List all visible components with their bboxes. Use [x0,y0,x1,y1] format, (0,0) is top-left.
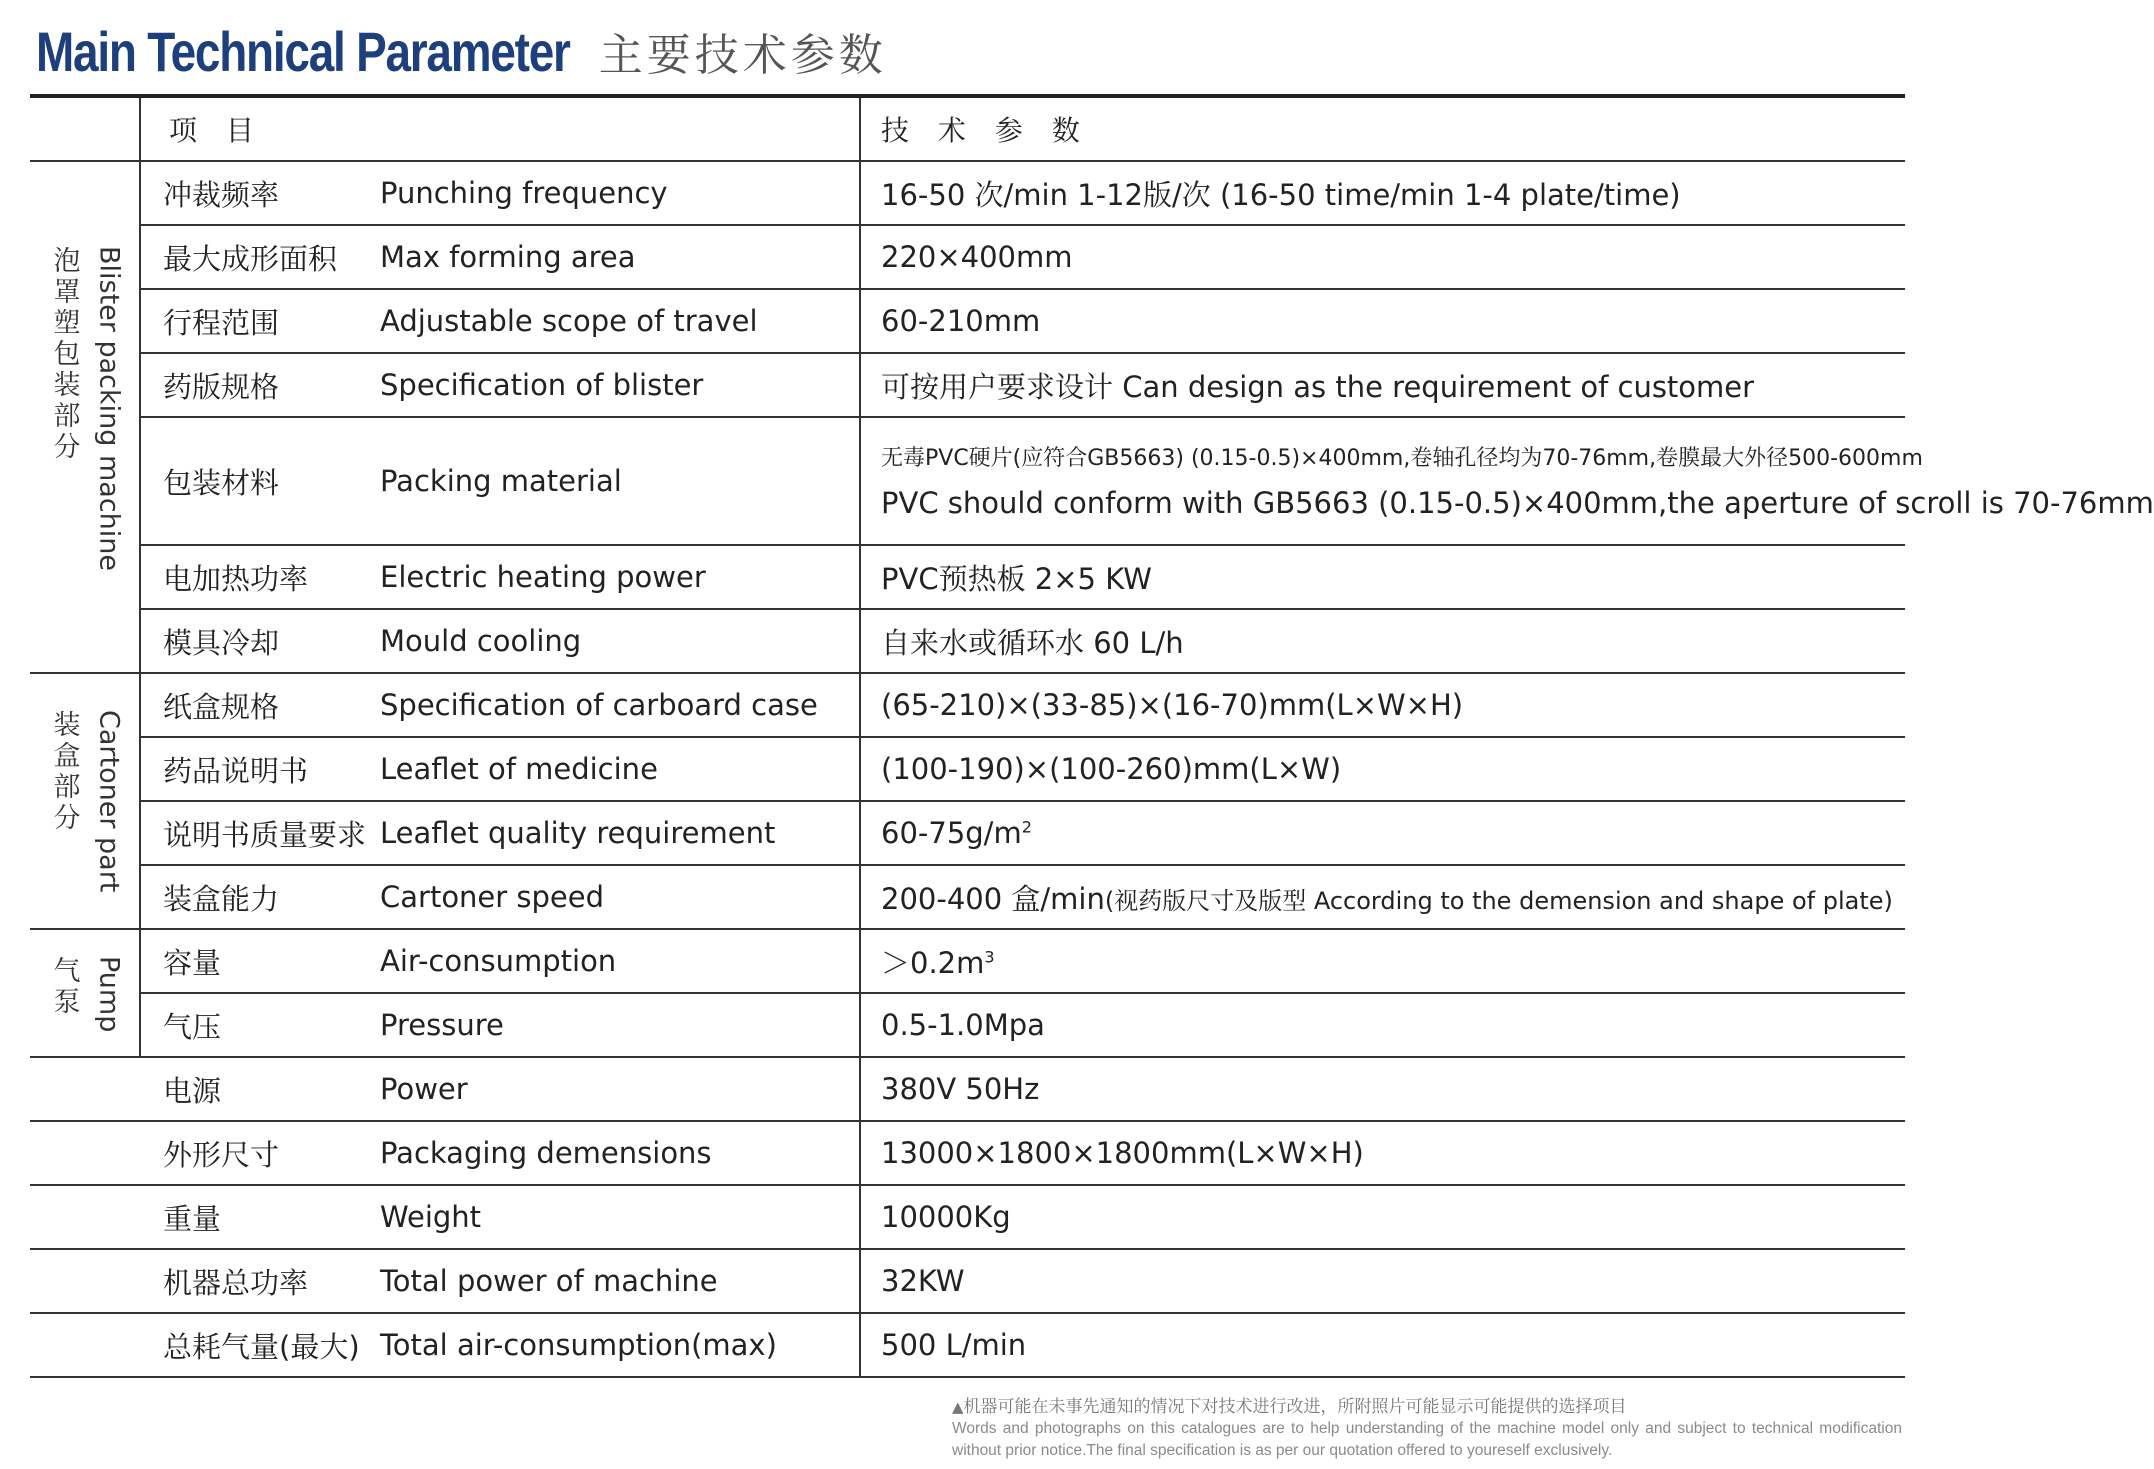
row-value [860,929,1905,993]
section-cartoner-en: Cartoner part [93,710,125,893]
row-label-cn: 模具冷却 [140,609,380,673]
row-value-text: ＞0.2m [881,945,985,980]
table-row [30,1121,1905,1185]
row-label-en: Punching frequency [380,161,860,225]
row-label-cn: 机器总功率 [140,1249,380,1313]
table-row [30,929,1905,993]
row-label-en: Air-consumption [380,929,860,993]
table-row [30,353,1905,417]
table-row [30,673,1905,737]
row-value [860,417,2154,545]
row-value-text: 60-75g/m [881,816,1022,850]
row-label-cn: 外形尺寸 [140,1121,380,1185]
row-value-line-en: PVC should conform with GB5663 (0.15-0.5)×400mm,the aperture of scroll is 70-76mm [881,486,2154,520]
table-row [30,161,1905,225]
row-label-cn: 气压 [140,993,380,1057]
table-row [30,801,1905,865]
row-value: 380V 50Hz [860,1057,1905,1121]
section-blister [30,161,140,673]
row-value: 16-50 次/min 1-12版/次 (16-50 time/min 1-4 plate/time) [860,161,1905,225]
row-value: 0.5-1.0Mpa [860,993,1905,1057]
row-value: 32KW [860,1249,1905,1313]
row-label-en: Cartoner speed [380,865,860,929]
disclaimer-cn: 机器可能在未事先通知的情况下对技术进行改进，所附照片可能显示可能提供的选择项目 [963,1397,1627,1417]
row-value: PVC预热板 2×5 KW [860,545,1905,609]
row-value-text: 200-400 盒/min [881,881,1105,916]
row-value: (100-190)×(100-260)mm(L×W) [860,737,1905,801]
section-pump [30,929,140,1057]
table-row [30,1057,1905,1121]
row-label-cn: 包装材料 [140,417,380,545]
table-header-row [30,98,1905,161]
row-value: 可按用户要求设计 Can design as the requirement of customer [860,353,1905,417]
table-row [30,417,1905,545]
row-label-cn: 行程范围 [140,289,380,353]
superscript: 2 [1021,817,1032,837]
row-label-cn: 电加热功率 [140,545,380,609]
superscript: 3 [984,946,995,966]
section-pump-cn: 气泵 [48,956,80,1018]
row-label-en: Leaflet of medicine [380,737,860,801]
row-label-cn: 说明书质量要求 [140,801,380,865]
row-label-cn: 药品说明书 [140,737,380,801]
page-title [36,8,1886,94]
row-value: 60-210mm [860,289,1905,353]
row-label-cn: 药版规格 [140,353,380,417]
row-label-en: Pressure [380,993,860,1057]
row-label-cn: 容量 [140,929,380,993]
row-label-cn: 总耗气量(最大) [140,1313,380,1377]
table-row [30,993,1905,1057]
row-label-en: Adjustable scope of travel [380,289,860,353]
row-value-line-cn: 无毒PVC硬片(应符合GB5663) (0.15-0.5)×400mm,卷轴孔径均为70-76mm,卷膜最大外径500-600mm [881,446,1923,471]
header-item: 项 目 [140,98,860,161]
triangle-icon: ▲ [952,1398,964,1416]
row-label-cn: 重量 [140,1185,380,1249]
section-empty [30,1057,140,1121]
row-label-en: Mould cooling [380,609,860,673]
table-row [30,1313,1905,1377]
section-cartoner-cn: 装盒部分 [48,710,80,834]
row-label-en: Specification of blister [380,353,860,417]
row-value [860,801,1905,865]
row-label-en: Specification of carboard case [380,673,860,737]
table-row [30,1249,1905,1313]
section-empty [30,1249,140,1313]
parameter-table [30,98,2154,1378]
row-value: 10000Kg [860,1185,1905,1249]
header-params: 技 术 参 数 [860,98,1905,161]
section-cartoner [30,673,140,929]
row-value: 220×400mm [860,225,1905,289]
row-value-note: (视药版尺寸及版型 According to the demension and shape of plate) [1104,886,1893,915]
row-label-cn: 最大成形面积 [140,225,380,289]
table-row [30,609,1905,673]
row-value [860,865,1905,929]
row-label-cn: 装盒能力 [140,865,380,929]
section-empty [30,1313,140,1377]
table-row [30,1185,1905,1249]
table-row [30,225,1905,289]
page-title-en: Main Technical Parameter [36,20,570,83]
row-label-en: Power [380,1057,860,1121]
section-blister-cn: 泡罩塑包装部分 [48,246,80,463]
section-empty [30,1121,140,1185]
disclaimer-en: Words and photographs on this catalogues are to help understanding of the machine model only and subject to technical modification without prior notice.The final specification is as per our quotation offered to youreself exclusively. [952,1420,1902,1459]
disclaimer-cn-line [952,1396,1902,1418]
row-label-cn: 冲裁频率 [140,161,380,225]
row-label-en: Packing material [380,417,860,545]
row-label-cn: 纸盒规格 [140,673,380,737]
row-value: 500 L/min [860,1313,1905,1377]
row-value: 自来水或循环水 60 L/h [860,609,1905,673]
page-title-cn: 主要技术参数 [598,30,887,81]
row-label-en: Total power of machine [380,1249,860,1313]
table-row [30,545,1905,609]
row-value: (65-210)×(33-85)×(16-70)mm(L×W×H) [860,673,1905,737]
row-label-en: Total air-consumption(max) [380,1313,860,1377]
row-label-en: Electric heating power [380,545,860,609]
row-value: 13000×1800×1800mm(L×W×H) [860,1121,1905,1185]
table-row [30,737,1905,801]
row-label-en: Max forming area [380,225,860,289]
row-label-cn: 电源 [140,1057,380,1121]
section-pump-en: Pump [93,956,125,1033]
row-label-en: Weight [380,1185,860,1249]
disclaimer [952,1396,1902,1462]
table-row [30,289,1905,353]
header-section-cell [30,98,140,161]
section-empty [30,1185,140,1249]
table-row [30,865,1905,929]
row-label-en: Packaging demensions [380,1121,860,1185]
row-label-en: Leaflet quality requirement [380,801,860,865]
section-blister-en: Blister packing machine [93,246,125,572]
